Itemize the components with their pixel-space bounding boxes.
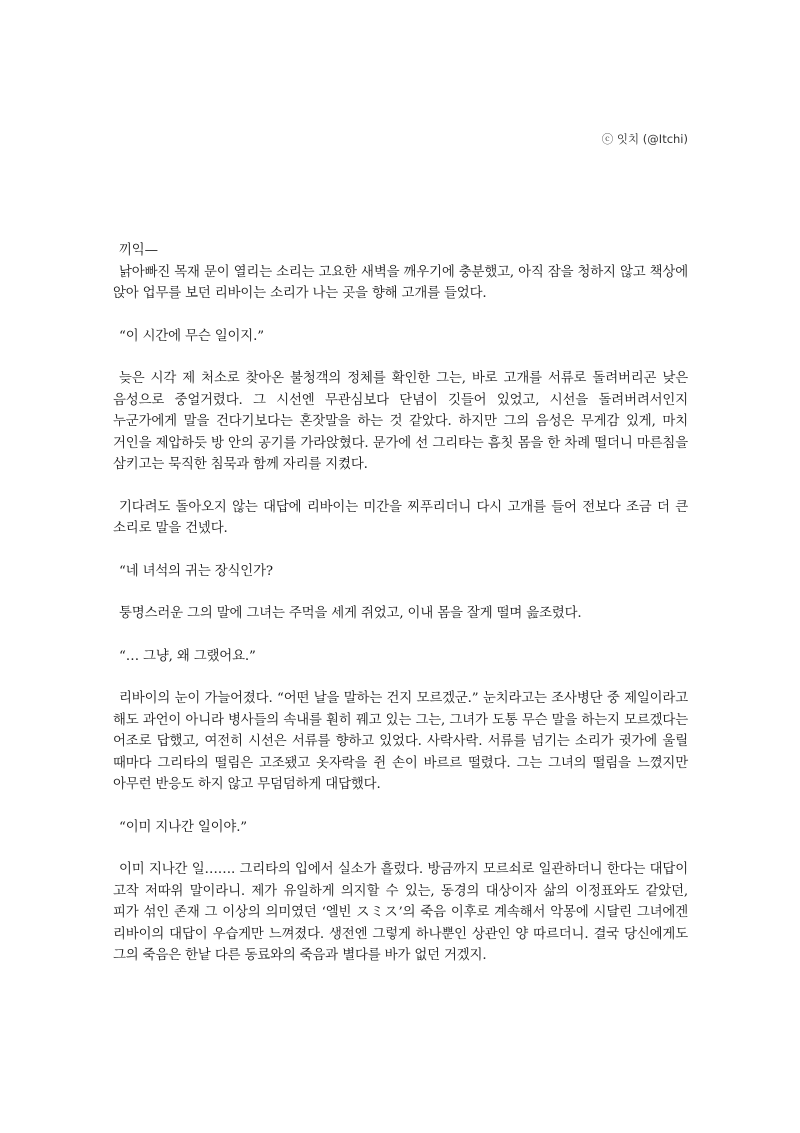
paragraph-door-opens: 낡아빠진 목재 문이 열리는 소리는 고요한 새벽을 깨우기에 충분했고, 아직 잠을 청하지 않고 책상에 앉아 업무를 보던 리바이는 소리가 나는 곳을 향해 고개를 들었다. <box>113 264 688 301</box>
paragraph-narration: 이미 지나간 일……. 그리타의 입에서 실소가 흘렀다. 방금까지 모르쇠로 일관하더니 한다는 대답이 고작 저따위 말이라니. 제가 유일하게 의지할 수 있는, 동경의 대상이자 삶의 이정표와도 같았던, 피가 섞인 존재 그 이상의 의미였던 ‘엘빈 スミス’의 죽음 이후로 계속해서 악몽에 시달린 그녀에겐 리바이의 대답이 우습게만 느껴졌다. 생전엔 그렇게 하나뿐인 상관인 양 따르더니. 결국 당신에게도 그의 죽음은 한낱 다른 동료와의 죽음과 별다를 바가 없던 거겠지. <box>113 862 688 963</box>
dialogue-line: “네 녀석의 귀는 장식인가? <box>119 563 273 579</box>
story-body <box>113 240 688 967</box>
paragraph-sound-effect: 끼익— <box>119 243 158 258</box>
dialogue-line: “이미 지나간 일이야.” <box>119 819 247 835</box>
paragraph-narration: 퉁명스러운 그의 말에 그녀는 주먹을 세게 쥐었고, 이내 몸을 잘게 떨며 읊조렸다. <box>119 606 582 621</box>
author-credit: ⓒ 잇치 (@Itchi) <box>601 132 688 146</box>
dialogue-line: “이 시간에 무슨 일이지.” <box>119 328 264 344</box>
dialogue-line: “… 그냥, 왜 그랬어요.” <box>119 648 256 664</box>
paragraph-narration: 리바이의 눈이 가늘어졌다. “어떤 날을 말하는 건지 모르겠군.” 눈치라고는 조사병단 중 제일이라고 해도 과언이 아니라 병사들의 속내를 훤히 꿰고 있는 그는, 그녀가 도통 무슨 말을 하는지 모르겠다는 어조로 답했고, 여전히 시선은 서류를 향하고 있었다. 사락사락. 서류를 넘기는 소리가 귓가에 울릴 때마다 그리타의 떨림은 고조됐고 옷자락을 쥔 손이 바르르 떨렸다. 그는 그녀의 떨림을 느꼈지만 아무런 반응도 하지 않고 무덤덤하게 대답했다. <box>113 691 688 792</box>
paragraph-narration: 늦은 시각 제 처소로 찾아온 불청객의 정체를 확인한 그는, 바로 고개를 서류로 돌려버리곤 낮은 음성으로 중얼거렸다. 그 시선엔 무관심보다 단념이 깃들어 있었고, 시선을 돌려버려서인지 누군가에게 말을 건다기보다는 혼잣말을 하는 것 같았다. 하지만 그의 음성은 무게감 있게, 마치 거인을 제압하듯 방 안의 공기를 가라앉혔다. 문가에 선 그리타는 흠칫 몸을 한 차례 떨더니 마른침을 삼키고는 묵직한 침묵과 함께 자리를 지켰다. <box>113 371 688 472</box>
paragraph-narration: 기다려도 돌아오지 않는 대답에 리바이는 미간을 찌푸리더니 다시 고개를 들어 전보다 조금 더 큰 소리로 말을 건넸다. <box>113 499 688 536</box>
